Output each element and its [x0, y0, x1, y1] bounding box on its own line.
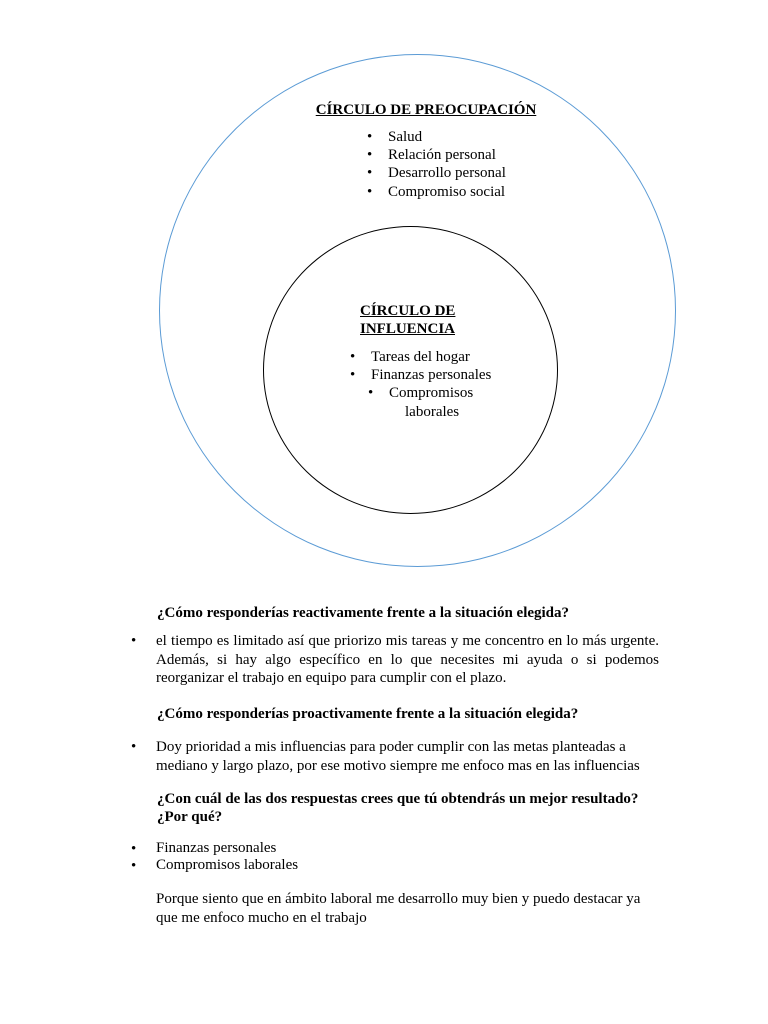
list-item: • Compromiso social — [367, 183, 506, 200]
bullet-icon: • — [350, 349, 356, 365]
bullet-icon: • — [367, 147, 373, 164]
bullet-icon: • — [131, 739, 137, 755]
bullet-icon: • — [367, 165, 373, 182]
question-proactive: ¿Cómo responderías proactivamente frente a la situación elegida? — [157, 706, 579, 722]
list-item: • Compromisos laborales — [368, 385, 474, 420]
list-item: • Finanzas personales — [350, 367, 492, 384]
answer-reactive: el tiempo es limitado así que priorizo mis tareas y me concentro en lo más urgente. Además, si hay algo específico en lo que necesites mi ayuda o si podemos reorganizar el trabajo en equipo para cumplir con el plazo. — [156, 633, 659, 686]
concern-circle-title: CÍRCULO DE PREOCUPACIÓN — [315, 102, 537, 118]
bullet-icon: • — [131, 633, 137, 649]
influence-list — [345, 348, 491, 421]
list-item: • Salud — [367, 129, 423, 145]
list-item: • Desarrollo personal — [367, 165, 506, 182]
bullet-icon: • — [367, 129, 373, 145]
bullet-icon: • — [131, 858, 137, 874]
bullet-icon: • — [368, 385, 374, 402]
answer-proactive: Doy prioridad a mis influencias para poder cumplir con las metas planteadas a mediano y largo plazo, por ese motivo siempre me enfoco mas en las influencias — [156, 739, 640, 774]
bullet-icon: • — [131, 841, 137, 857]
influence-circle-title: CÍRCULO DE INFLUENCIA — [360, 303, 456, 337]
answer-best-result: Porque siento que en ámbito laboral me desarrollo muy bien y puedo destacar ya que me enfoco mucho en el trabajo — [156, 891, 641, 926]
answer-item: Finanzas personales — [156, 840, 277, 856]
answer-item: Compromisos laborales — [156, 857, 299, 873]
question-best-result: ¿Con cuál de las dos respuestas crees que tú obtendrás un mejor resultado? ¿Por qué? — [157, 791, 639, 825]
list-item: • Tareas del hogar — [350, 349, 470, 365]
bullet-icon: • — [367, 183, 373, 200]
question-reactive: ¿Cómo responderías reactivamente frente a la situación elegida? — [157, 605, 570, 621]
concern-list — [362, 128, 506, 201]
bullet-icon: • — [350, 367, 356, 384]
list-item: • Relación personal — [367, 147, 496, 164]
